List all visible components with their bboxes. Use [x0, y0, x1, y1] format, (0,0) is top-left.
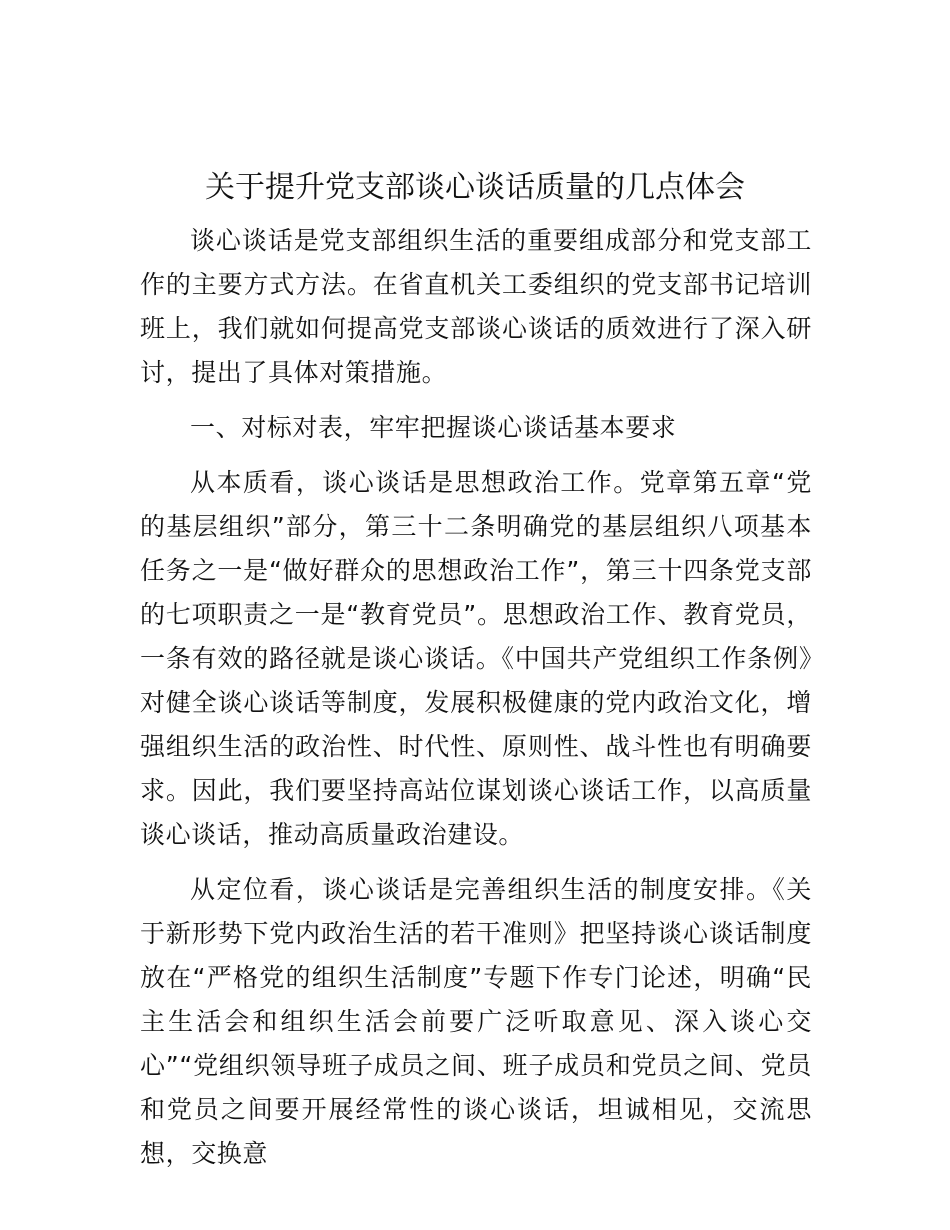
document-body	[140, 219, 812, 1187]
intro-paragraph: 谈心谈话是党支部组织生活的重要组成部分和党支部工作的主要方式方法。在省直机关工委组织的党支部书记培训班上，我们就如何提高党支部谈心谈话的质效进行了深入研讨，提出了具体对策措施。	[140, 226, 812, 387]
body-paragraph-essence: 从本质看，谈心谈话是思想政治工作。党章第五章“党的基层组织”部分，第三十二条明确党的基层组织八项基本任务之一是“做好群众的思想政治工作”，第三十四条党支部的七项职责之一是“教育党员”。思想政治工作、教育党员，一条有效的路径就是谈心谈话。《中国共产党组织工作条例》对健全谈心谈话等制度，发展积极健康的党内政治文化，增强组织生活的政治性、时代性、原则性、战斗性也有明确要求。因此，我们要坚持高站位谋划谈心谈话工作，以高质量谈心谈话，推动高质量政治建设。	[140, 468, 812, 849]
document-title: 关于提升党支部谈心谈话质量的几点体会	[205, 170, 745, 205]
body-paragraph-positioning: 从定位看，谈心谈话是完善组织生活的制度安排。《关于新形势下党内政治生活的若干准则》把坚持谈心谈话制度放在“严格党的组织生活制度”专题下作专门论述，明确“民主生活会和组织生活会前要广泛听取意见、深入谈心交心”“党组织领导班子成员之间、班子成员和党员之间、党员和党员之间要开展经常性的谈心谈话，坦诚相见，交流思想，交换意	[140, 875, 812, 1168]
section-heading-1: 一、对标对表，牢牢把握谈心谈话基本要求	[190, 413, 677, 442]
